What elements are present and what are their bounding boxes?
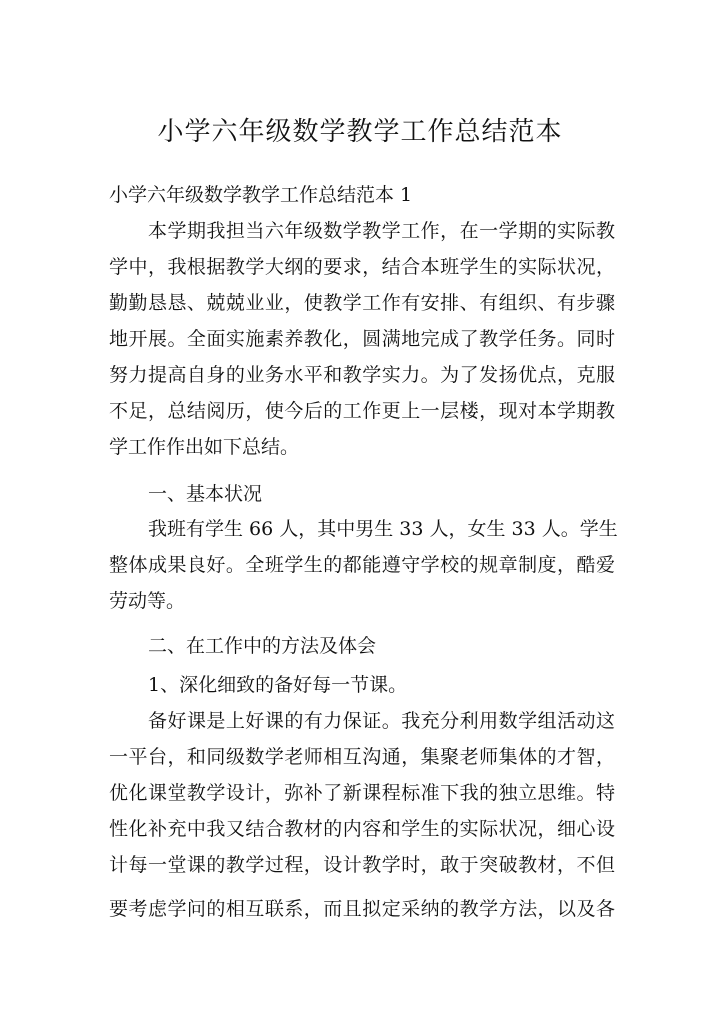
body-line: 学工作作出如下总结。 bbox=[109, 436, 300, 458]
subsection-heading: 1、深化细致的备好每一节课。 bbox=[148, 674, 408, 696]
document-title: 小学六年级数学教学工作总结范本 bbox=[157, 117, 563, 147]
body-line: 努力提高自身的业务水平和教学实力。为了发扬优点，克服 bbox=[109, 364, 615, 386]
body-line: 优化课堂教学设计，弥补了新课程标准下我的独立思维。特 bbox=[109, 782, 615, 804]
body-line: 备好课是上好课的有力保证。我充分利用数学组活动这 bbox=[148, 710, 615, 732]
body-line: 我班有学生 66 人，其中男生 33 人，女生 33 人。学生 bbox=[148, 518, 618, 540]
body-line: 要考虑学问的相互联系，而且拟定采纳的教学方法，以及各 bbox=[109, 898, 615, 920]
section-heading: 一、基本状况 bbox=[148, 483, 263, 505]
body-line: 整体成果良好。全班学生的都能遵守学校的规章制度，酷爱 bbox=[109, 554, 615, 576]
section-heading: 二、在工作中的方法及体会 bbox=[148, 635, 377, 657]
document-subtitle: 小学六年级数学教学工作总结范本 1 bbox=[109, 184, 413, 206]
body-line: 计每一堂课的教学过程，设计教学时，敢于突破教材，不但 bbox=[109, 854, 615, 876]
body-line: 性化补充中我又结合教材的内容和学生的实际状况，细心设 bbox=[109, 818, 615, 840]
body-line: 地开展。全面实施素养教化，圆满地完成了教学任务。同时 bbox=[109, 328, 615, 350]
body-line: 勤勤恳恳、兢兢业业，使教学工作有安排、有组织、有步骤 bbox=[109, 292, 615, 314]
body-line: 学中，我根据教学大纲的要求，结合本班学生的实际状况， bbox=[109, 256, 615, 278]
body-line: 不足，总结阅历，使今后的工作更上一层楼，现对本学期教 bbox=[109, 400, 615, 422]
body-line: 劳动等。 bbox=[109, 590, 186, 612]
body-line: 本学期我担当六年级数学教学工作，在一学期的实际教 bbox=[148, 220, 615, 242]
body-line: 一平台，和同级数学老师相互沟通，集聚老师集体的才智， bbox=[109, 746, 615, 768]
